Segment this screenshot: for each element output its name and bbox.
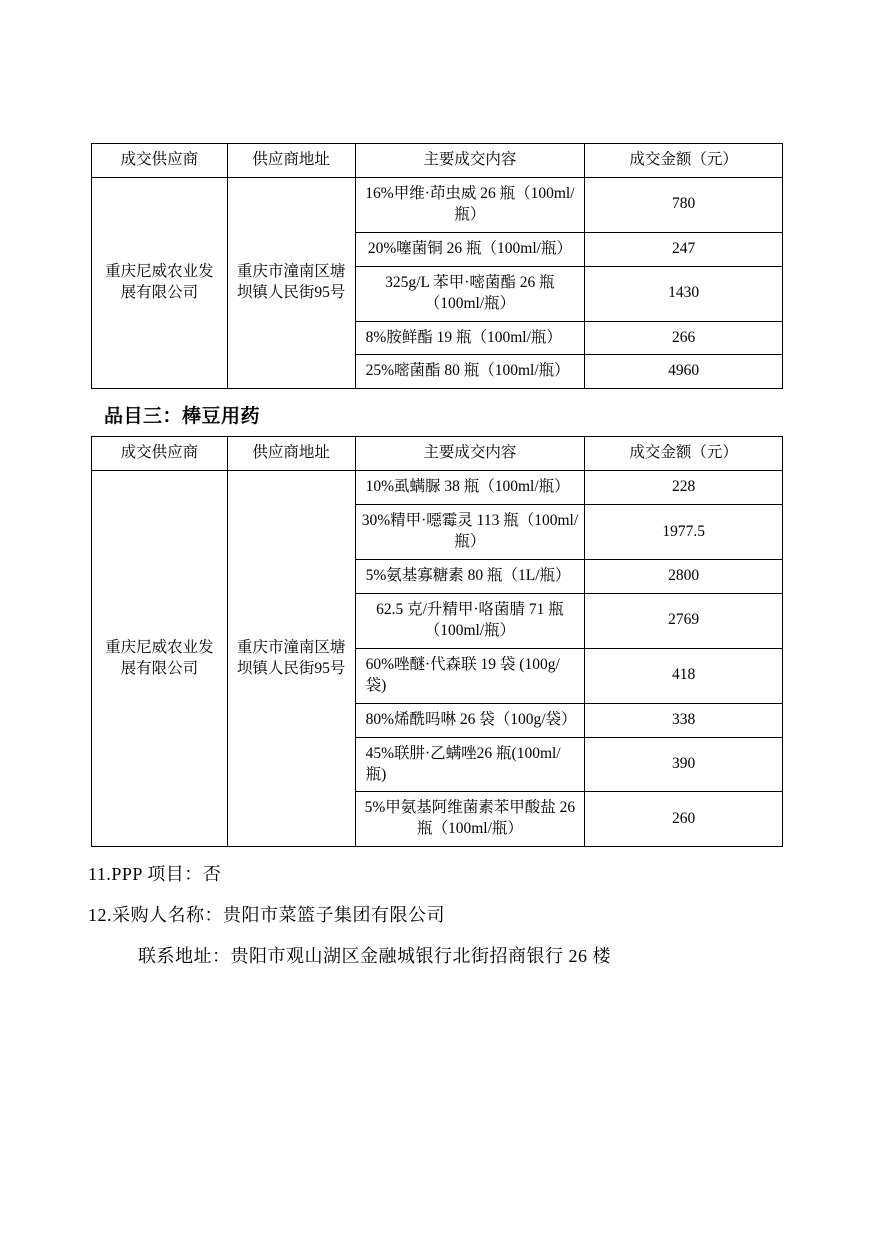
- supplier-address-cell: 重庆市潼南区塘坝镇人民街95号: [227, 177, 355, 388]
- amount-cell: 260: [585, 792, 783, 847]
- amount-cell: 390: [585, 737, 783, 792]
- content-cell: 10%虱螨脲 38 瓶（100ml/瓶）: [355, 471, 585, 505]
- amount-cell: 338: [585, 703, 783, 737]
- column-header-amount: 成交金额（元）: [585, 144, 783, 178]
- column-header-address: 供应商地址: [227, 144, 355, 178]
- supplier-name-cell: 重庆尼威农业发展有限公司: [92, 471, 228, 847]
- supplier-address-cell: 重庆市潼南区塘坝镇人民街95号: [227, 471, 355, 847]
- column-header-supplier: 成交供应商: [92, 437, 228, 471]
- column-header-address: 供应商地址: [227, 437, 355, 471]
- column-header-content: 主要成交内容: [355, 144, 585, 178]
- table-row: [92, 471, 783, 505]
- column-header-amount: 成交金额（元）: [585, 437, 783, 471]
- content-cell: 25%嘧菌酯 80 瓶（100ml/瓶）: [355, 355, 585, 389]
- content-cell: 60%唑醚·代森联 19 袋 (100g/袋): [355, 648, 585, 703]
- content-cell: 8%胺鲜酯 19 瓶（100ml/瓶）: [355, 321, 585, 355]
- amount-cell: 2800: [585, 560, 783, 594]
- procurement-table-item-two: [91, 143, 783, 389]
- section-title-item-three: 品目三：棒豆用药: [104, 406, 261, 428]
- content-cell: 20%噻菌铜 26 瓶（100ml/瓶）: [355, 232, 585, 266]
- amount-cell: 418: [585, 648, 783, 703]
- procurement-table-item-three: [91, 436, 783, 847]
- paragraph-purchaser-name: 12.采购人名称：贵阳市菜篮子集团有限公司: [88, 905, 445, 926]
- amount-cell: 247: [585, 232, 783, 266]
- column-header-supplier: 成交供应商: [92, 144, 228, 178]
- content-cell: 45%联肼·乙螨唑26 瓶(100ml/瓶): [355, 737, 585, 792]
- content-cell: 16%甲维·茚虫威 26 瓶（100ml/瓶）: [355, 177, 585, 232]
- table-header-row: [92, 437, 783, 471]
- content-cell: 5%甲氨基阿维菌素苯甲酸盐 26 瓶（100ml/瓶）: [355, 792, 585, 847]
- amount-cell: 266: [585, 321, 783, 355]
- table-row: [92, 177, 783, 232]
- amount-cell: 1430: [585, 266, 783, 321]
- amount-cell: 2769: [585, 593, 783, 648]
- paragraph-ppp-project: 11.PPP 项目：否: [88, 864, 222, 885]
- content-cell: 62.5 克/升精甲·咯菌腈 71 瓶（100ml/瓶）: [355, 593, 585, 648]
- content-cell: 5%氨基寡糖素 80 瓶（1L/瓶）: [355, 560, 585, 594]
- table-header-row: [92, 144, 783, 178]
- content-cell: 80%烯酰吗啉 26 袋（100g/袋）: [355, 703, 585, 737]
- paragraph-contact-address: 联系地址：贵阳市观山湖区金融城银行北街招商银行 26 楼: [138, 946, 611, 967]
- content-cell: 325g/L 苯甲·嘧菌酯 26 瓶（100ml/瓶）: [355, 266, 585, 321]
- amount-cell: 1977.5: [585, 505, 783, 560]
- amount-cell: 228: [585, 471, 783, 505]
- supplier-name-cell: 重庆尼威农业发展有限公司: [92, 177, 228, 388]
- amount-cell: 4960: [585, 355, 783, 389]
- table-wrapper-item-two: [91, 143, 783, 389]
- column-header-content: 主要成交内容: [355, 437, 585, 471]
- amount-cell: 780: [585, 177, 783, 232]
- content-cell: 30%精甲·噁霉灵 113 瓶（100ml/瓶）: [355, 505, 585, 560]
- table-wrapper-item-three: [91, 436, 783, 847]
